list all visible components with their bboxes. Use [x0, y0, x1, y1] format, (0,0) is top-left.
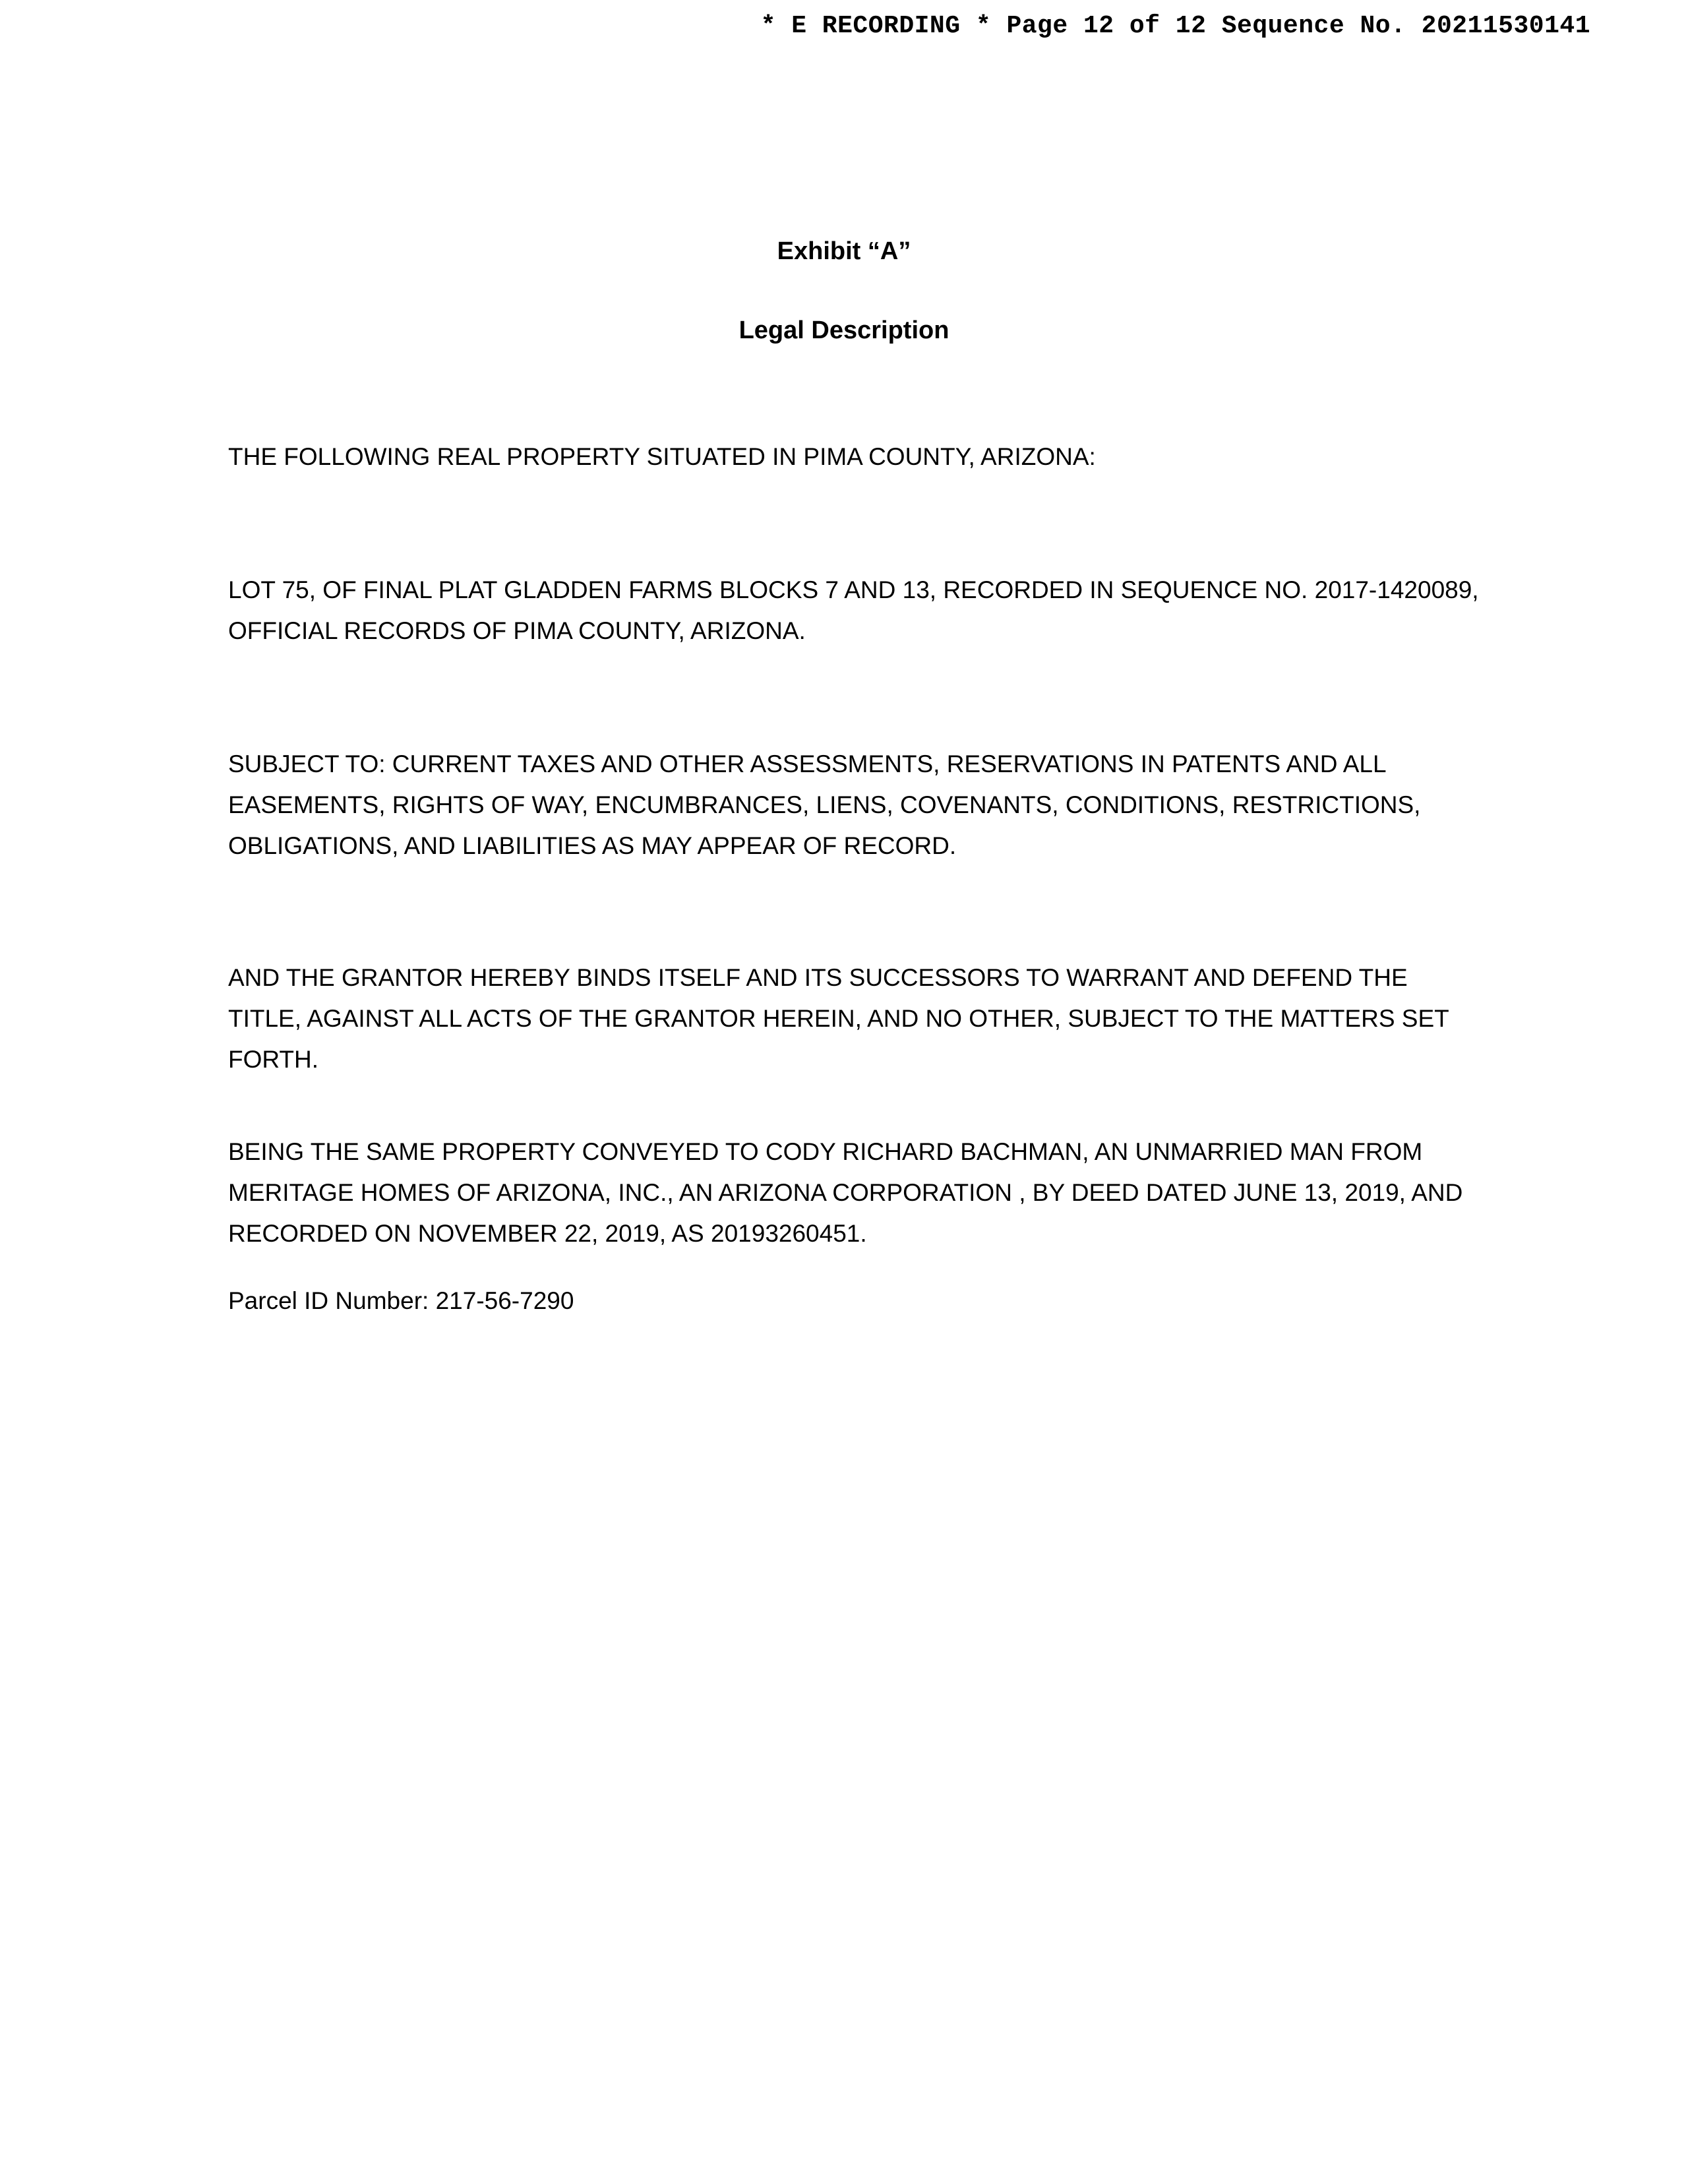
exhibit-subtitle: Legal Description	[738, 317, 950, 344]
exhibit-title: Exhibit “A”	[777, 237, 911, 265]
parcel-id: Parcel ID Number: 217-56-7290	[228, 1287, 574, 1314]
recording-stamp: * E RECORDING * Page 12 of 12 Sequence No. 20211530141	[760, 12, 1590, 40]
lot-paragraph: LOT 75, OF FINAL PLAT GLADDEN FARMS BLOCKS 7 AND 13, RECORDED IN SEQUENCE NO. 2017-1420089, OFFICIAL RECORDS OF PIMA COUNTY, ARIZONA.	[228, 576, 1479, 644]
exhibit-heading	[0, 236, 1688, 346]
intro-paragraph: THE FOLLOWING REAL PROPERTY SITUATED IN PIMA COUNTY, ARIZONA:	[228, 443, 1096, 470]
subject-to-paragraph: SUBJECT TO: CURRENT TAXES AND OTHER ASSESSMENTS, RESERVATIONS IN PATENTS AND ALL EASEMENTS, RIGHTS OF WAY, ENCUMBRANCES, LIENS, COVENANTS, CONDITIONS, RESTRICTIONS, OBLIGATIONS, AND LIABILITIES AS MAY APPEAR OF RECORD.	[228, 750, 1421, 859]
warranty-paragraph: AND THE GRANTOR HEREBY BINDS ITSELF AND ITS SUCCESSORS TO WARRANT AND DEFEND THE TITLE, AGAINST ALL ACTS OF THE GRANTOR HEREIN, AND NO OTHER, SUBJECT TO THE MATTERS SET FORTH.	[228, 964, 1449, 1073]
conveyance-paragraph: BEING THE SAME PROPERTY CONVEYED TO CODY RICHARD BACHMAN, AN UNMARRIED MAN FROM MERITAGE HOMES OF ARIZONA, INC., AN ARIZONA CORPORATION , BY DEED DATED JUNE 13, 2019, AND RECORDED ON NOVEMBER 22, 2019, AS 20193260451.	[228, 1138, 1463, 1247]
